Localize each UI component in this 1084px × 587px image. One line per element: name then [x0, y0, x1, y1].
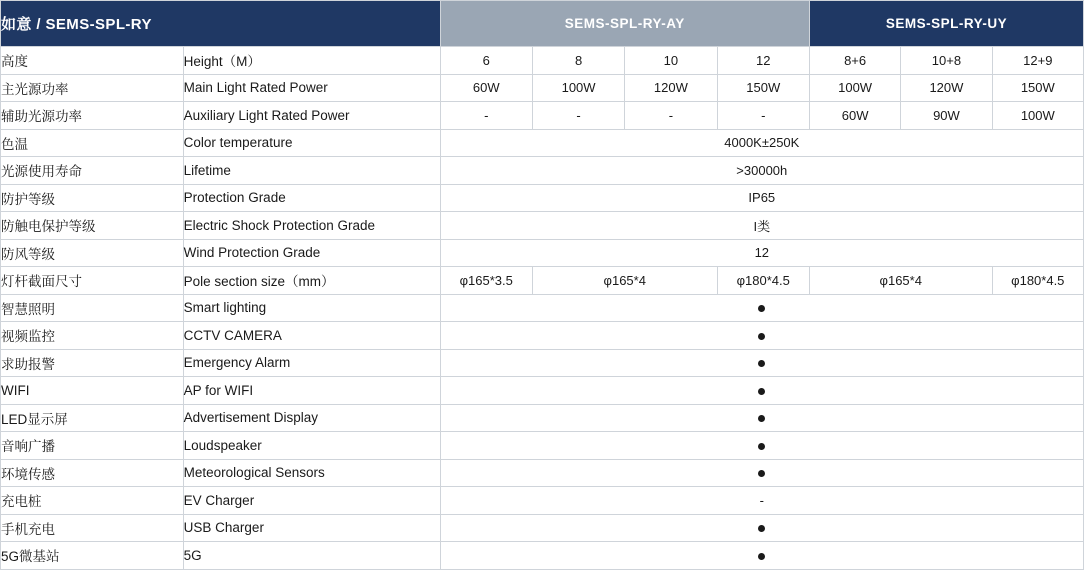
row-value-group: φ165*4 [809, 267, 992, 295]
feature-bullet [758, 305, 765, 312]
table-row [1, 267, 1084, 295]
row-label-cn: 色温 [1, 129, 184, 157]
row-label-cn: 防护等级 [1, 184, 184, 212]
row-label-cn: WIFI [1, 377, 184, 405]
row-value: 120W [625, 74, 717, 102]
table-row [1, 47, 1084, 75]
row-value-merged: I类 [440, 212, 1083, 240]
row-label-en: 5G [183, 542, 440, 570]
feature-bullet [758, 360, 765, 367]
row-value-merged [440, 514, 1083, 542]
table-row [1, 514, 1084, 542]
row-value: 8+6 [809, 47, 900, 75]
table-row [1, 404, 1084, 432]
row-label-en: USB Charger [183, 514, 440, 542]
row-value: - [625, 102, 717, 130]
row-value: 90W [901, 102, 992, 130]
row-value: 12+9 [992, 47, 1083, 75]
row-value-merged: - [440, 487, 1083, 515]
row-value: 100W [532, 74, 624, 102]
header-group-uy: SEMS-SPL-RY-UY [809, 1, 1083, 47]
table-row [1, 377, 1084, 405]
row-label-cn: LED显示屏 [1, 404, 184, 432]
row-label-cn: 高度 [1, 47, 184, 75]
row-label-cn: 光源使用寿命 [1, 157, 184, 185]
table-row [1, 239, 1084, 267]
row-value: 150W [717, 74, 809, 102]
row-value: 8 [532, 47, 624, 75]
table-row [1, 157, 1084, 185]
row-label-en: Main Light Rated Power [183, 74, 440, 102]
feature-bullet [758, 415, 765, 422]
row-value-merged [440, 432, 1083, 460]
row-label-cn: 充电桩 [1, 487, 184, 515]
row-value-merged: 4000K±250K [440, 129, 1083, 157]
row-label-en: Advertisement Display [183, 404, 440, 432]
row-value: - [717, 102, 809, 130]
row-value: - [440, 102, 532, 130]
row-label-en: Pole section size（mm） [183, 267, 440, 295]
row-label-en: Protection Grade [183, 184, 440, 212]
row-label-en: Electric Shock Protection Grade [183, 212, 440, 240]
table-row [1, 542, 1084, 570]
row-label-en: Height（M） [183, 47, 440, 75]
row-value-merged [440, 349, 1083, 377]
row-value: 10+8 [901, 47, 992, 75]
row-label-en: CCTV CAMERA [183, 322, 440, 350]
table-header [1, 1, 1084, 47]
row-label-cn: 环境传感 [1, 459, 184, 487]
row-value-merged: >30000h [440, 157, 1083, 185]
table-row [1, 74, 1084, 102]
row-label-en: Wind Protection Grade [183, 239, 440, 267]
feature-bullet [758, 470, 765, 477]
row-value-merged [440, 542, 1083, 570]
row-value: 60W [809, 102, 900, 130]
feature-bullet [758, 525, 765, 532]
row-label-cn: 手机充电 [1, 514, 184, 542]
row-value-group: φ180*4.5 [717, 267, 809, 295]
row-label-en: Smart lighting [183, 294, 440, 322]
row-label-cn: 视频监控 [1, 322, 184, 350]
feature-bullet [758, 443, 765, 450]
row-label-cn: 音响广播 [1, 432, 184, 460]
row-label-en: EV Charger [183, 487, 440, 515]
feature-bullet [758, 333, 765, 340]
header-group-ay: SEMS-SPL-RY-AY [440, 1, 809, 47]
row-value: 150W [992, 74, 1083, 102]
row-value-merged [440, 322, 1083, 350]
row-label-en: AP for WIFI [183, 377, 440, 405]
row-value-merged [440, 404, 1083, 432]
row-label-cn: 灯杆截面尺寸 [1, 267, 184, 295]
header-brand: 如意 / SEMS-SPL-RY [1, 1, 441, 47]
row-label-en: Auxiliary Light Rated Power [183, 102, 440, 130]
row-value: 6 [440, 47, 532, 75]
row-label-en: Color temperature [183, 129, 440, 157]
row-value-merged: IP65 [440, 184, 1083, 212]
table-body [1, 47, 1084, 570]
row-value-group: φ165*4 [532, 267, 717, 295]
header-row [1, 1, 1084, 47]
row-value-merged [440, 377, 1083, 405]
row-value: 120W [901, 74, 992, 102]
row-value-merged: 12 [440, 239, 1083, 267]
row-label-cn: 5G微基站 [1, 542, 184, 570]
row-value-merged [440, 294, 1083, 322]
row-label-cn: 防触电保护等级 [1, 212, 184, 240]
row-label-cn: 智慧照明 [1, 294, 184, 322]
row-label-cn: 防风等级 [1, 239, 184, 267]
table-row [1, 212, 1084, 240]
table-row [1, 294, 1084, 322]
feature-bullet [758, 553, 765, 560]
table-row [1, 487, 1084, 515]
row-value: 100W [809, 74, 900, 102]
table-row [1, 349, 1084, 377]
row-label-en: Emergency Alarm [183, 349, 440, 377]
row-value: 100W [992, 102, 1083, 130]
row-value: - [532, 102, 624, 130]
feature-bullet [758, 388, 765, 395]
row-label-cn: 求助报警 [1, 349, 184, 377]
table-row [1, 459, 1084, 487]
table-row [1, 322, 1084, 350]
row-label-en: Loudspeaker [183, 432, 440, 460]
table-row [1, 432, 1084, 460]
table-row [1, 129, 1084, 157]
row-value-group: φ165*3.5 [440, 267, 532, 295]
row-value: 60W [440, 74, 532, 102]
row-value-group: φ180*4.5 [992, 267, 1083, 295]
table-row [1, 184, 1084, 212]
row-value: 10 [625, 47, 717, 75]
row-value: 12 [717, 47, 809, 75]
row-label-en: Meteorological Sensors [183, 459, 440, 487]
row-label-cn: 辅助光源功率 [1, 102, 184, 130]
table-row [1, 102, 1084, 130]
row-label-cn: 主光源功率 [1, 74, 184, 102]
row-value-merged [440, 459, 1083, 487]
row-label-en: Lifetime [183, 157, 440, 185]
